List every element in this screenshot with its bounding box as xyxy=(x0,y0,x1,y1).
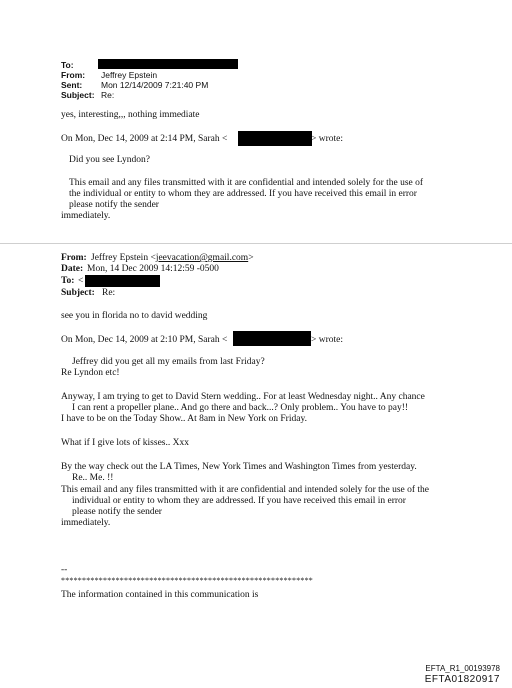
subject-value: Re: xyxy=(102,288,116,298)
sig-stars: ************************************************************ xyxy=(61,576,313,585)
from-email-link[interactable]: jeevacation@gmail.com xyxy=(155,253,249,263)
from-close: > xyxy=(248,253,254,263)
quote-intro-wrote: > wrote: xyxy=(311,134,344,144)
redacted-email xyxy=(238,131,312,146)
from-label: From: xyxy=(61,70,86,80)
quote-intro-wrote: > wrote: xyxy=(311,335,344,345)
date-value: Mon, 14 Dec 2009 14:12:59 -0500 xyxy=(87,264,219,274)
sig-text: The information contained in this communication is xyxy=(61,590,259,600)
bates-code-large: EFTA01820917 xyxy=(424,674,500,685)
date-label: Date: xyxy=(61,264,84,274)
subject-label: Subject: xyxy=(61,288,95,298)
quote-line: individual or entity to whom they are addressed. If you have received this email in error xyxy=(72,496,406,506)
quote-intro-text: On Mon, Dec 14, 2009 at 2:10 PM, Sarah < xyxy=(61,335,228,345)
disclaimer-line: This email and any files transmitted with it are confidential and intended solely for the use of xyxy=(69,178,424,188)
quote-intro-text: On Mon, Dec 14, 2009 at 2:14 PM, Sarah < xyxy=(61,134,228,144)
email2-reply: see you in florida no to david wedding xyxy=(61,311,208,321)
disclaimer-line: please notify the sender xyxy=(69,200,159,210)
quote-line: immediately. xyxy=(61,518,111,528)
to-label: To: xyxy=(61,60,74,70)
subject-value: Re: xyxy=(101,90,115,100)
page-divider xyxy=(0,243,512,244)
redacted-recipient xyxy=(85,275,160,287)
redacted-recipient xyxy=(98,59,238,69)
quote-line: Jeffrey did you get all my emails from last Friday? xyxy=(72,357,265,367)
redacted-email xyxy=(233,331,311,346)
bates-code-small: EFTA_R1_00193978 xyxy=(425,664,500,673)
quote-line: This email and any files transmitted with it are confidential and intended solely for the use of the xyxy=(61,485,430,495)
sent-label: Sent: xyxy=(61,80,83,90)
sig-dashes: -- xyxy=(61,565,68,575)
quote-line: What if I give lots of kisses.. Xxx xyxy=(61,438,189,448)
email1-quote-line: Did you see Lyndon? xyxy=(69,155,151,165)
email1-reply: yes, interesting,,, nothing immediate xyxy=(61,110,200,120)
quote-line: I have to be on the Today Show.. At 8am in New York on Friday. xyxy=(61,414,307,424)
from-value xyxy=(91,253,254,265)
quote-line: By the way check out the LA Times, New York Times and Washington Times from yesterday. xyxy=(61,462,417,472)
subject-label: Subject: xyxy=(61,90,95,100)
quote-line: please notify the sender xyxy=(72,507,162,517)
disclaimer-line: the individual or entity to whom they are addressed. If you have received this email in error xyxy=(69,189,417,199)
disclaimer-line: immediately. xyxy=(61,211,111,221)
to-value: < xyxy=(78,276,84,286)
from-label: From: xyxy=(61,253,87,263)
quote-line: Anyway, I am trying to get to David Stern wedding.. For at least Wednesday night.. Any chance xyxy=(61,392,425,402)
from-value: Jeffrey Epstein xyxy=(101,70,158,80)
quote-line: Re Lyndon etc! xyxy=(61,368,120,378)
to-label: To: xyxy=(61,276,75,286)
quote-line: I can rent a propeller plane.. And go there and back...? Only problem.. You have to pay!! xyxy=(72,403,409,413)
from-name: Jeffrey Epstein < xyxy=(91,253,156,263)
quote-line: Re.. Me. !! xyxy=(72,473,114,483)
sent-value: Mon 12/14/2009 7:21:40 PM xyxy=(101,80,209,90)
